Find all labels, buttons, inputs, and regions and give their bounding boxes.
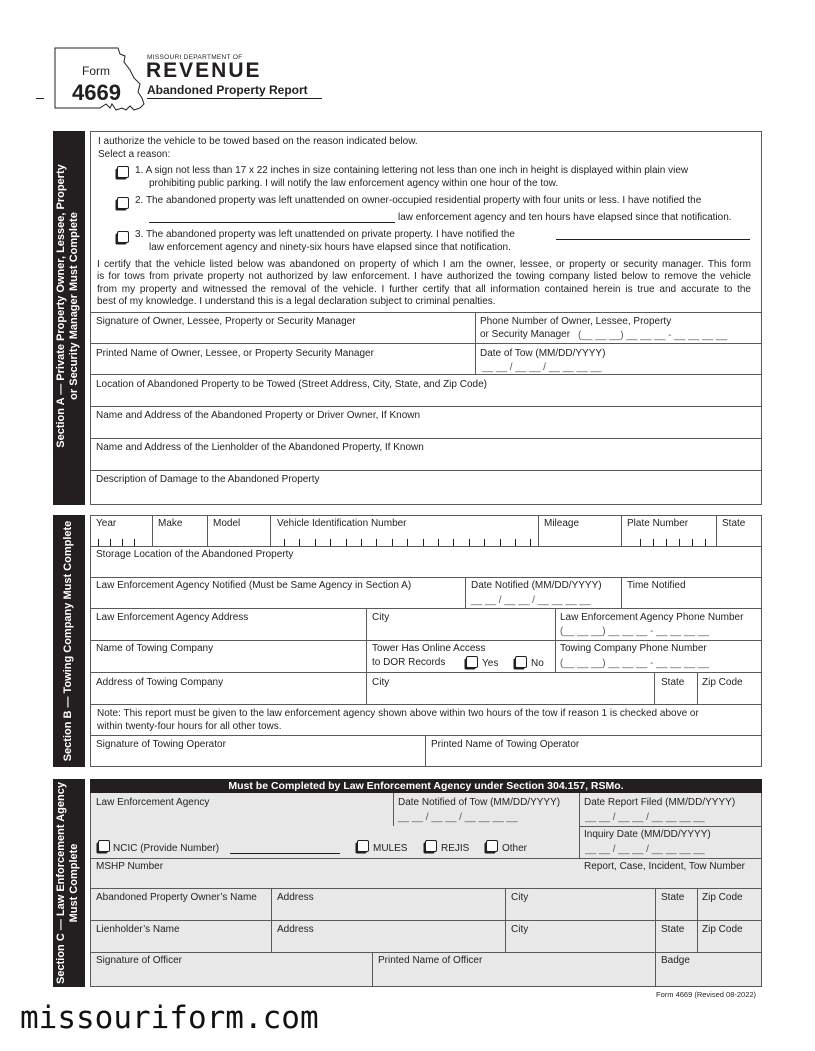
section-a-sidebar <box>53 131 85 505</box>
time-notified-field[interactable] <box>621 577 762 608</box>
tow-company-name-label: Name of Towing Company <box>96 643 214 654</box>
mshp-number-label: MSHP Number <box>96 861 164 872</box>
damage-field[interactable] <box>90 470 762 505</box>
owner-signature-field[interactable] <box>90 312 475 343</box>
date-notified-of-tow-field[interactable]: __ __ / __ __ / __ __ __ __ <box>398 812 518 823</box>
divider <box>366 608 367 704</box>
ncic-checkbox[interactable] <box>98 840 110 852</box>
section-c-label: Section C — Law Enforcement Agency Must Complete <box>55 782 80 984</box>
owner-name-address-label: Name and Address of the Abandoned Property or Driver Owner, If Known <box>96 410 421 421</box>
divider <box>716 515 717 546</box>
mules-label: MULES <box>373 843 408 854</box>
owner-city-label: City <box>511 892 529 903</box>
model-label: Model <box>213 518 241 529</box>
printed-name-field[interactable] <box>90 343 475 374</box>
reason-2-text-cont: law enforcement agency and ten hours have elapsed since that notification. <box>398 212 732 223</box>
state-label: State <box>722 518 746 529</box>
operator-signature-label: Signature of Towing Operator <box>96 739 226 750</box>
tow-city-label: City <box>372 677 390 688</box>
owner-phone-label: Phone Number of Owner, Lessee, Property <box>480 316 672 327</box>
certify-line-2: is for tows from private property not authorized by law enforcement. I have authorized the towing company listed below to remove the vehicle <box>97 271 751 282</box>
owner-name-address-field[interactable] <box>90 406 762 438</box>
owner-zip-label: Zip Code <box>702 892 743 903</box>
lienholder-state-label: State <box>661 924 685 935</box>
year-label: Year <box>96 518 117 529</box>
operator-printed-name-label: Printed Name of Towing Operator <box>431 739 580 750</box>
le-phone-label: Law Enforcement Agency Phone Number <box>560 612 744 623</box>
certify-line-1: I certify that the vehicle listed below was abandoned on property of which I am the owner, lessee, or property or security manager. This form <box>97 259 751 270</box>
title-underline <box>147 98 322 99</box>
divider <box>90 888 762 889</box>
property-owner-name-label: Abandoned Property Owner’s Name <box>96 892 257 903</box>
online-no-label: No <box>531 658 544 669</box>
online-yes-label: Yes <box>482 658 499 669</box>
reason-3-agency-field[interactable] <box>556 239 750 240</box>
reason-3-text: 3. The abandoned property was left unattended on private property. I have notified the <box>135 229 515 240</box>
plate-label: Plate Number <box>627 518 689 529</box>
date-of-tow-label: Date of Tow (MM/DD/YYYY) <box>480 348 606 359</box>
date-report-filed-field[interactable]: __ __ / __ __ / __ __ __ __ <box>585 812 705 823</box>
mileage-label: Mileage <box>544 518 580 529</box>
date-of-tow-field[interactable]: __ __ / __ __ / __ __ __ __ <box>482 362 602 373</box>
revenue-logo: REVENUE <box>146 59 262 82</box>
le-agency-label: Law Enforcement Agency <box>96 797 210 808</box>
date-notified-field[interactable]: __ __ / __ __ / __ __ __ __ <box>471 595 591 606</box>
watermark-text: missouriform.com <box>20 1000 319 1036</box>
ncic-number-field[interactable] <box>230 853 340 854</box>
lienholder-label: Name and Address of the Lienholder of the Abandoned Property, If Known <box>96 442 424 453</box>
other-label: Other <box>502 843 528 854</box>
form-revision: Form 4669 (Revised 08-2022) <box>656 990 757 999</box>
officer-signature-label: Signature of Officer <box>96 955 182 966</box>
form-number-dash <box>36 98 44 99</box>
tow-state-label: State <box>661 677 685 688</box>
inquiry-date-label: Inquiry Date (MM/DD/YYYY) <box>584 829 711 840</box>
select-reason-text: Select a reason: <box>98 149 171 160</box>
badge-field[interactable] <box>655 952 762 987</box>
section-b-sidebar <box>53 515 85 767</box>
reason-2-text: 2. The abandoned property was left unattended on owner-occupied residential property with four units or less. I have notified the <box>135 195 702 206</box>
divider <box>152 515 153 546</box>
note-text-cont: within twenty-four hours for all other tows. <box>97 721 282 732</box>
lienholder-city-label: City <box>511 924 529 935</box>
le-agency-field[interactable] <box>90 793 393 826</box>
online-access-label-cont: to DOR Records <box>372 657 446 668</box>
lienholder-name-label: Lienholder’s Name <box>96 924 180 935</box>
tow-zip-label: Zip Code <box>702 677 743 688</box>
ncic-label: NCIC (Provide Number) <box>113 843 220 854</box>
badge-label: Badge <box>661 955 690 966</box>
divider <box>90 920 762 921</box>
tick-mark <box>653 539 654 546</box>
le-notified-label: Law Enforcement Agency Notified (Must be Same Agency in Section A) <box>96 580 412 591</box>
reason-3-text-cont: law enforcement agency and ninety-six hours have elapsed since that notification. <box>149 242 511 253</box>
le-address-label: Law Enforcement Agency Address <box>96 612 249 623</box>
divider <box>465 577 466 608</box>
divider <box>654 672 655 704</box>
online-access-label: Tower Has Online Access <box>372 643 486 654</box>
vin-field[interactable] <box>270 515 538 546</box>
owner-phone-label-cont: or Security Manager <box>480 329 571 340</box>
time-notified-label: Time Notified <box>627 580 686 591</box>
lienholder-field[interactable] <box>90 438 762 470</box>
tick-mark <box>679 539 680 546</box>
rejis-label: REJIS <box>441 843 470 854</box>
tow-phone-label: Towing Company Phone Number <box>560 643 707 654</box>
mshp-number-field[interactable] <box>90 858 579 888</box>
storage-location-label: Storage Location of the Abandoned Property <box>96 549 294 560</box>
operator-signature-field[interactable] <box>90 735 425 767</box>
inquiry-date-field[interactable]: __ __ / __ __ / __ __ __ __ <box>585 844 705 855</box>
department-name: MISSOURI DEPARTMENT OF <box>147 54 243 61</box>
tick-mark <box>640 539 641 546</box>
operator-printed-name-field[interactable] <box>425 735 762 767</box>
mules-checkbox[interactable] <box>357 840 369 852</box>
section-c-sidebar <box>53 779 85 987</box>
form-number: 4669 <box>72 80 121 105</box>
report-number-label: Report, Case, Incident, Tow Number <box>584 861 746 872</box>
tick-mark <box>705 539 706 546</box>
tow-address-label: Address of Towing Company <box>96 677 224 688</box>
divider <box>393 793 394 826</box>
divider <box>90 704 762 705</box>
divider <box>621 515 622 546</box>
section-c-banner: Must be Completed by Law Enforcement Agency under Section 304.157, RSMo. <box>90 779 762 793</box>
owner-state-label: State <box>661 892 685 903</box>
divider <box>697 672 698 704</box>
divider <box>207 515 208 546</box>
tick-mark <box>692 539 693 546</box>
tow-phone-field[interactable]: (__ __ __) __ __ __ - __ __ __ __ <box>560 658 710 669</box>
authorize-text: I authorize the vehicle to be towed based on the reason indicated below. <box>98 136 418 147</box>
section-a-label: Section A — Private Property Owner, Lessee, Property or Security Manager Must Complete <box>55 164 80 448</box>
divider <box>90 608 762 609</box>
reason-1-text: 1. A sign not less than 17 x 22 inches in size containing lettering not less than one inch in height is displayed within plain view <box>135 165 689 176</box>
officer-printed-name-label: Printed Name of Officer <box>378 955 483 966</box>
reason-3-checkbox[interactable] <box>117 231 129 243</box>
note-text: Note: This report must be given to the law enforcement agency shown above within two hours of the tow if reason 1 is checked above or <box>97 708 699 719</box>
location-label: Location of Abandoned Property to be Towed (Street Address, City, State, and Zip Code) <box>96 379 487 390</box>
make-label: Make <box>158 518 183 529</box>
officer-signature-field[interactable] <box>90 952 372 987</box>
online-yes-checkbox[interactable] <box>466 656 478 668</box>
le-city-label: City <box>372 612 390 623</box>
section-b-label: Section B — Towing Company Must Complete <box>62 520 74 762</box>
reason-2-agency-field[interactable] <box>149 222 395 223</box>
online-no-checkbox[interactable] <box>515 656 527 668</box>
lienholder-zip-label: Zip Code <box>702 924 743 935</box>
reason-1-text-cont: prohibiting public parking. I will notify the law enforcement agency within one hour of the tow. <box>149 178 559 189</box>
certify-line-4: best of my knowledge. I understand this is a legal declaration subject to criminal penalties. <box>97 296 496 307</box>
date-notified-label: Date Notified (MM/DD/YYYY) <box>471 580 602 591</box>
date-report-filed-label: Date Report Filed (MM/DD/YYYY) <box>584 797 736 808</box>
other-checkbox[interactable] <box>486 840 498 852</box>
lienholder-address-label: Address <box>277 924 314 935</box>
reason-2-checkbox[interactable] <box>117 197 129 209</box>
owner-phone-field[interactable]: (__ __ __) __ __ __ - __ __ __ __ <box>578 330 728 341</box>
report-number-field[interactable] <box>579 858 762 888</box>
divider <box>579 826 762 827</box>
divider <box>90 672 762 673</box>
date-notified-of-tow-label: Date Notified of Tow (MM/DD/YYYY) <box>398 797 561 808</box>
divider <box>90 640 762 641</box>
owner-address-label: Address <box>277 892 314 903</box>
form-word: Form <box>82 64 110 78</box>
rejis-checkbox[interactable] <box>425 840 437 852</box>
tick-mark <box>666 539 667 546</box>
damage-label: Description of Damage to the Abandoned Property <box>96 474 320 485</box>
storage-location-field[interactable] <box>90 546 762 577</box>
year-field[interactable] <box>90 515 152 546</box>
printed-name-label: Printed Name of Owner, Lessee, or Property Security Manager <box>96 348 374 359</box>
owner-signature-label: Signature of Owner, Lessee, Property or Security Manager <box>96 316 356 327</box>
form-title: Abandoned Property Report <box>147 83 308 97</box>
le-phone-field[interactable]: (__ __ __) __ __ __ - __ __ __ __ <box>560 626 710 637</box>
reason-1-checkbox[interactable] <box>117 166 129 178</box>
officer-printed-name-field[interactable] <box>372 952 655 987</box>
vin-label: Vehicle Identification Number <box>277 518 407 529</box>
divider <box>538 515 539 546</box>
location-field[interactable] <box>90 374 762 406</box>
certify-line-3: from my property and witnessed the removal of the vehicle. I further certify that all information contained herein is true and accurate to the <box>97 284 751 295</box>
